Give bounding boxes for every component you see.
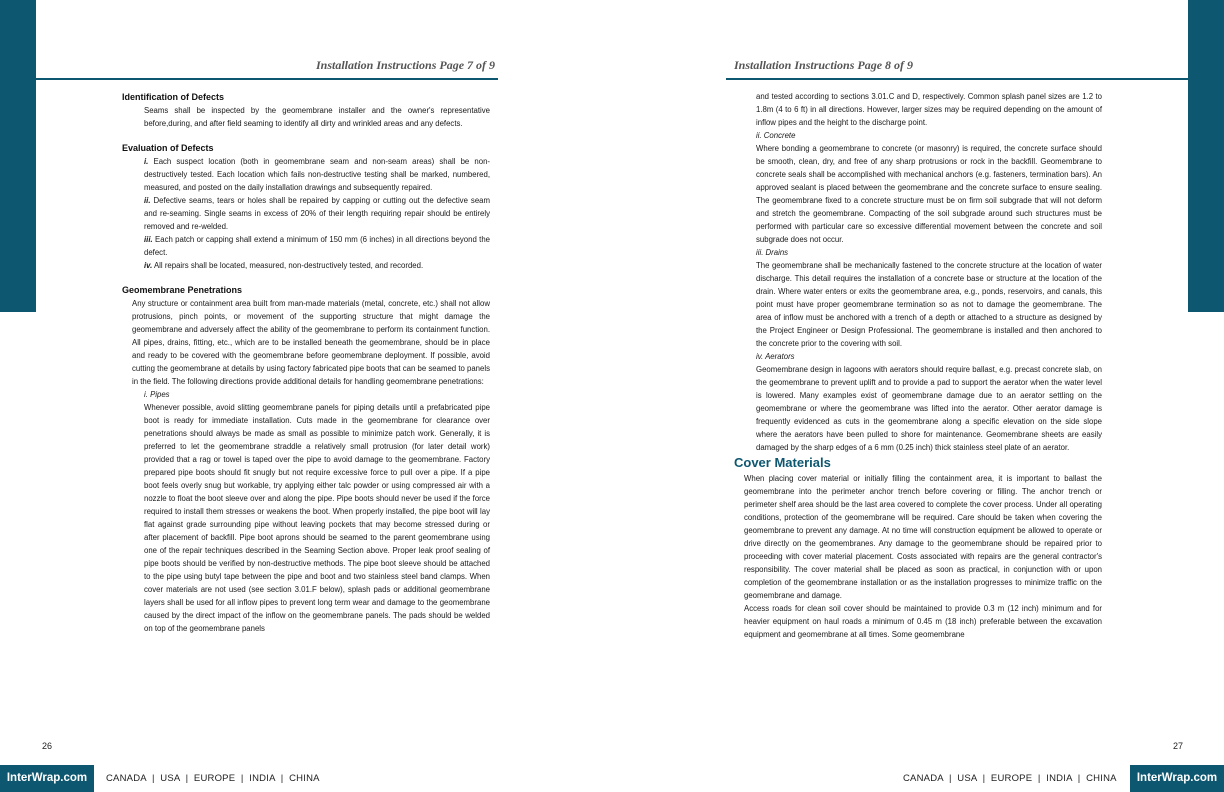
right-page-body <box>734 90 1102 641</box>
evaluation-item: i. Each suspect location (both in geomembrane seam and non-seam areas) shall be non-destructively tested. Each location which fails non-destructive testing shall be marked, numbered, measured, and posted on the daily installation drawings and subsequently repaired. <box>144 157 490 192</box>
drains-text: The geomembrane shall be mechanically fastened to the concrete structure at the location of water discharge. This detail requires the installation of a concrete base or structure at the location of the drain. Where water enters or exits the geomembrane area, e.g., ponds, reservoirs, and canals, this point must have proper geomembrane termination so as not to damage the geomembrane. The area of inflow must be anchored with a trench of a depth or attached to a structure as designed by the Project Engineer or Design Professional. The geomembrane is installed and then anchored to the concrete prior to the covering with soil. <box>756 261 1102 348</box>
aerators-text: Geomembrane design in lagoons with aerators should require ballast, e.g. precast concrete slab, on the geomembrane to prevent uplift and to provide a pad to support the aerator when the water level is lowered. Many examples exist of geomembrane damage due to an aerator settling on the geomembrane or where the geomembrane was lifted into the aerator. Other aerator damage is frequently evidenced as cuts in the geomembrane along a specific elevation on the side slope where the aerators have been pulled to shore for maintenance. Geomembrane sheets are easily damaged by the sharp edges of a 6 mm (0.25 inch) thick stainless steel plate of an aerator. <box>756 365 1102 452</box>
identification-heading: Identification of Defects <box>122 92 225 102</box>
pipes-heading: i. Pipes <box>144 390 170 399</box>
pipes-text: Whenever possible, avoid slitting geomembrane panels for piping details until a prefabricated pipe boot is ready for immediate installation. Cuts made in the geomembrane for clearance over penetrations should always be made as small as possible to minimize patch work. Generally, it is preferred to let the geomembrane straddle a relatively small protrusion (for later detail work) provided that a rag or towel is taped over the pipe to avoid damage to the geomembrane. Factory prepared pipe boots should fit snugly but not require excessive force to pull over a pipe. If a pipe boot feels overly snug but workable, try applying either talc powder or using compressed air with a nozzle to float the boot sleeve over and along the pipe. Pipe boots should never be used if the force required to install them stresses or weakens the boot. When properly installed, the pipe boot will lay flat against grade surrounding pipe without leaving pockets that may become stressed during or after placement of backfill. Pipe boot aprons should be seamed to the parent geomembrane using one of the repair techniques described in the Seaming Section above. Proper leak proof sealing of pipe boots should be verified by non-destructive methods. The pipe boot sleeve should be attached to the pipe using butyl tape between the pipe and boot and two stainless steel band clamps. When cover materials are not used (see section 3.01.F below), splash pads or additional geomembrane layers shall be used for all inflow pipes to prevent long term wear and damage to the geomembrane caused by the direct impact of the inflow on the geomembrane panels. The pads should be welded on top of the geomembrane panels <box>144 403 490 633</box>
evaluation-heading: Evaluation of Defects <box>122 143 214 153</box>
page-number-left: 26 <box>42 741 53 751</box>
evaluation-item: ii. Defective seams, tears or holes shall be repaired by capping or cutting out the defective seam and re-seaming. Single seams in excess of 20% of their length requiring repair should be entirely removed and re-welded. <box>144 196 490 231</box>
cover-materials-paragraph: Access roads for clean soil cover should be maintained to provide 0.3 m (12 inch) minimum and for heavier equipment on haul roads a minimum of 0.45 m (18 inch) preferable between the excavation equipment and geomembrane at all times. Some geomembrane <box>744 604 1102 639</box>
left-header-rule <box>36 78 498 80</box>
right-page-header: Installation Instructions Page 8 of 9 <box>734 58 914 72</box>
page-number-right: 27 <box>1173 741 1184 751</box>
identification-text: Seams shall be inspected by the geomembrane installer and the owner's representative before,during, and after field seaming to identify all dirty and wrinkled areas and any defects. <box>144 106 490 128</box>
cover-materials-paragraph: When placing cover material or initially filling the containment area, it is important to ballast the geomembrane into the perimeter anchor trench before covering or filling. The anchor trench or perimeter shelf area should be the last area covered to complete the cover process. Under all operating conditions, protection of the geomembrane will be required. Care should be taken when covering the geomembrane to prevent any damage. At no time will construction equipment be allowed to operate or drive directly on the geomembranes. Any damage to the geomembrane should be repaired prior to proceeding with cover material placement. Costs associated with repairs are the general contractor's responsibility. The cover material shall be placed as soon as practical, in conjunction with or upon completion of the geomembrane installation or as the installation progresses to minimize traffic on the geomembrane and damage. <box>744 474 1102 600</box>
evaluation-item: iii. Each patch or capping shall extend a minimum of 150 mm (6 inches) in all directions beyond the defect. <box>144 235 490 257</box>
concrete-text: Where bonding a geomembrane to concrete (or masonry) is required, the concrete surface should be smooth, clean, dry, and free of any sharp protrusions or rock in the backfill. Geomembrane to concrete seals shall be accomplished with mechanical anchors (e.g. fasteners, termination bars). An approved sealant is placed between the geomembrane and the concrete surface to ensure sealing. The geomembrane fixed to a concrete structure must be on firm soil subgrade that will not deform and stretch the geomembrane. Compacting of the soil subgrade around such structures must be performed with particular care so excessive differential movement between the concrete and soil subgrade does not occur. <box>756 144 1102 244</box>
brand-link-right[interactable]: InterWrap.com <box>1130 765 1224 792</box>
left-page-header: Installation Instructions Page 7 of 9 <box>316 58 496 72</box>
splash-panel-text: and tested according to sections 3.01.C and D, respectively. Common splash panel sizes are 1.2 to 1.8m (4 to 6 ft) in all directions. However, larger sizes may be required depending on the amount of inflow pipes and the height to the discharge point. <box>756 92 1102 127</box>
right-accent-bar <box>1188 0 1224 312</box>
left-accent-bar <box>0 0 36 312</box>
regions-left: CANADA | USA | EUROPE | INDIA | CHINA <box>106 773 320 784</box>
concrete-heading: ii. Concrete <box>756 131 796 140</box>
left-page-body <box>122 90 490 635</box>
evaluation-item: iv. All repairs shall be located, measured, non-destructively tested, and recorded. <box>144 261 424 270</box>
cover-materials-heading: Cover Materials <box>734 455 831 470</box>
regions-right: CANADA | USA | EUROPE | INDIA | CHINA <box>903 773 1117 784</box>
brand-link-left[interactable]: InterWrap.com <box>0 765 94 792</box>
drains-heading: iii. Drains <box>756 248 789 257</box>
penetrations-heading: Geomembrane Penetrations <box>122 285 243 295</box>
right-header-rule <box>726 78 1188 80</box>
penetrations-text: Any structure or containment area built from man-made materials (metal, concrete, etc.) shall not allow protrusions, pinch points, or movement of the supporting structure that might damage the geomembrane and adversely affect the ability of the geomembrane to perform its containment function. All pipes, drains, fitting, etc., which are to be installed beneath the geomembrane, should be in place and ready to be covered with the geomembrane before geomembrane deployment. If possible, avoid cutting the geomembrane at details by using factory fabricated pipe boots that can be seamed to panels in the field. The following directions provide additional details for handling geomembrane penetrations: <box>132 299 490 386</box>
aerators-heading: iv. Aerators <box>756 352 795 361</box>
